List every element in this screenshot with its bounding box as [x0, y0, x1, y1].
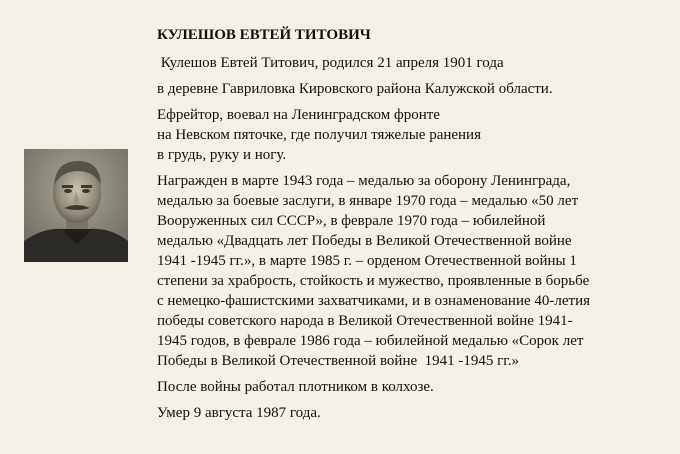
service-line-3: в грудь, руку и ногу. — [157, 147, 287, 163]
person-name: КУЛЕШОВ ЕВТЕЙ ТИТОВИЧ — [157, 27, 371, 43]
after-war-text: После войны работал плотником в колхозе. — [157, 379, 434, 395]
awards-line: 1941 -1945 гг.», в марте 1985 г. – орденом Отечественной войны 1 — [157, 253, 577, 269]
portrait-image — [24, 149, 128, 262]
awards-line: Награжден в марте 1943 года – медалью за оборону Ленинграда, — [157, 173, 571, 189]
awards-line: с немецко-фашистскими захватчиками, и в ознаменование 40-летия — [157, 293, 591, 309]
service-paragraph — [157, 105, 667, 165]
portrait-photo — [24, 149, 128, 262]
biography — [157, 25, 667, 429]
awards-paragraph — [157, 171, 667, 371]
awards-line: медалью «Двадцать лет Победы в Великой Отечественной войне — [157, 233, 572, 249]
awards-line: победы советского народа в Великой Отечественной войне 1941- — [157, 313, 573, 329]
service-line-2: на Невском пяточке, где получил тяжелые ранения — [157, 127, 481, 143]
awards-line: Вооруженных сил СССР», в феврале 1970 года – юбилейной — [157, 213, 546, 229]
awards-line: медалью за боевые заслуги, в январе 1970 года – медалью «50 лет — [157, 193, 579, 209]
birth-paragraph — [157, 53, 667, 73]
service-line-1: Ефрейтор, воевал на Ленинградском фронте — [157, 107, 440, 123]
death-paragraph — [157, 403, 667, 423]
awards-line: 1945 годов, в феврале 1986 года – юбилейной медалью «Сорок лет — [157, 333, 584, 349]
after-war-paragraph — [157, 377, 667, 397]
birth-line-2: в деревне Гавриловка Кировского района Калужской области. — [157, 81, 553, 97]
death-text: Умер 9 августа 1987 года. — [157, 405, 321, 421]
awards-line: степени за храбрость, стойкость и мужество, проявленные в борьбе — [157, 273, 590, 289]
birth-line-1: Кулешов Евтей Титович, родился 21 апреля 1901 года — [157, 55, 504, 71]
birthplace-paragraph — [157, 79, 667, 99]
awards-line: Победы в Великой Отечественной войне 1941 -1945 гг.» — [157, 353, 519, 369]
